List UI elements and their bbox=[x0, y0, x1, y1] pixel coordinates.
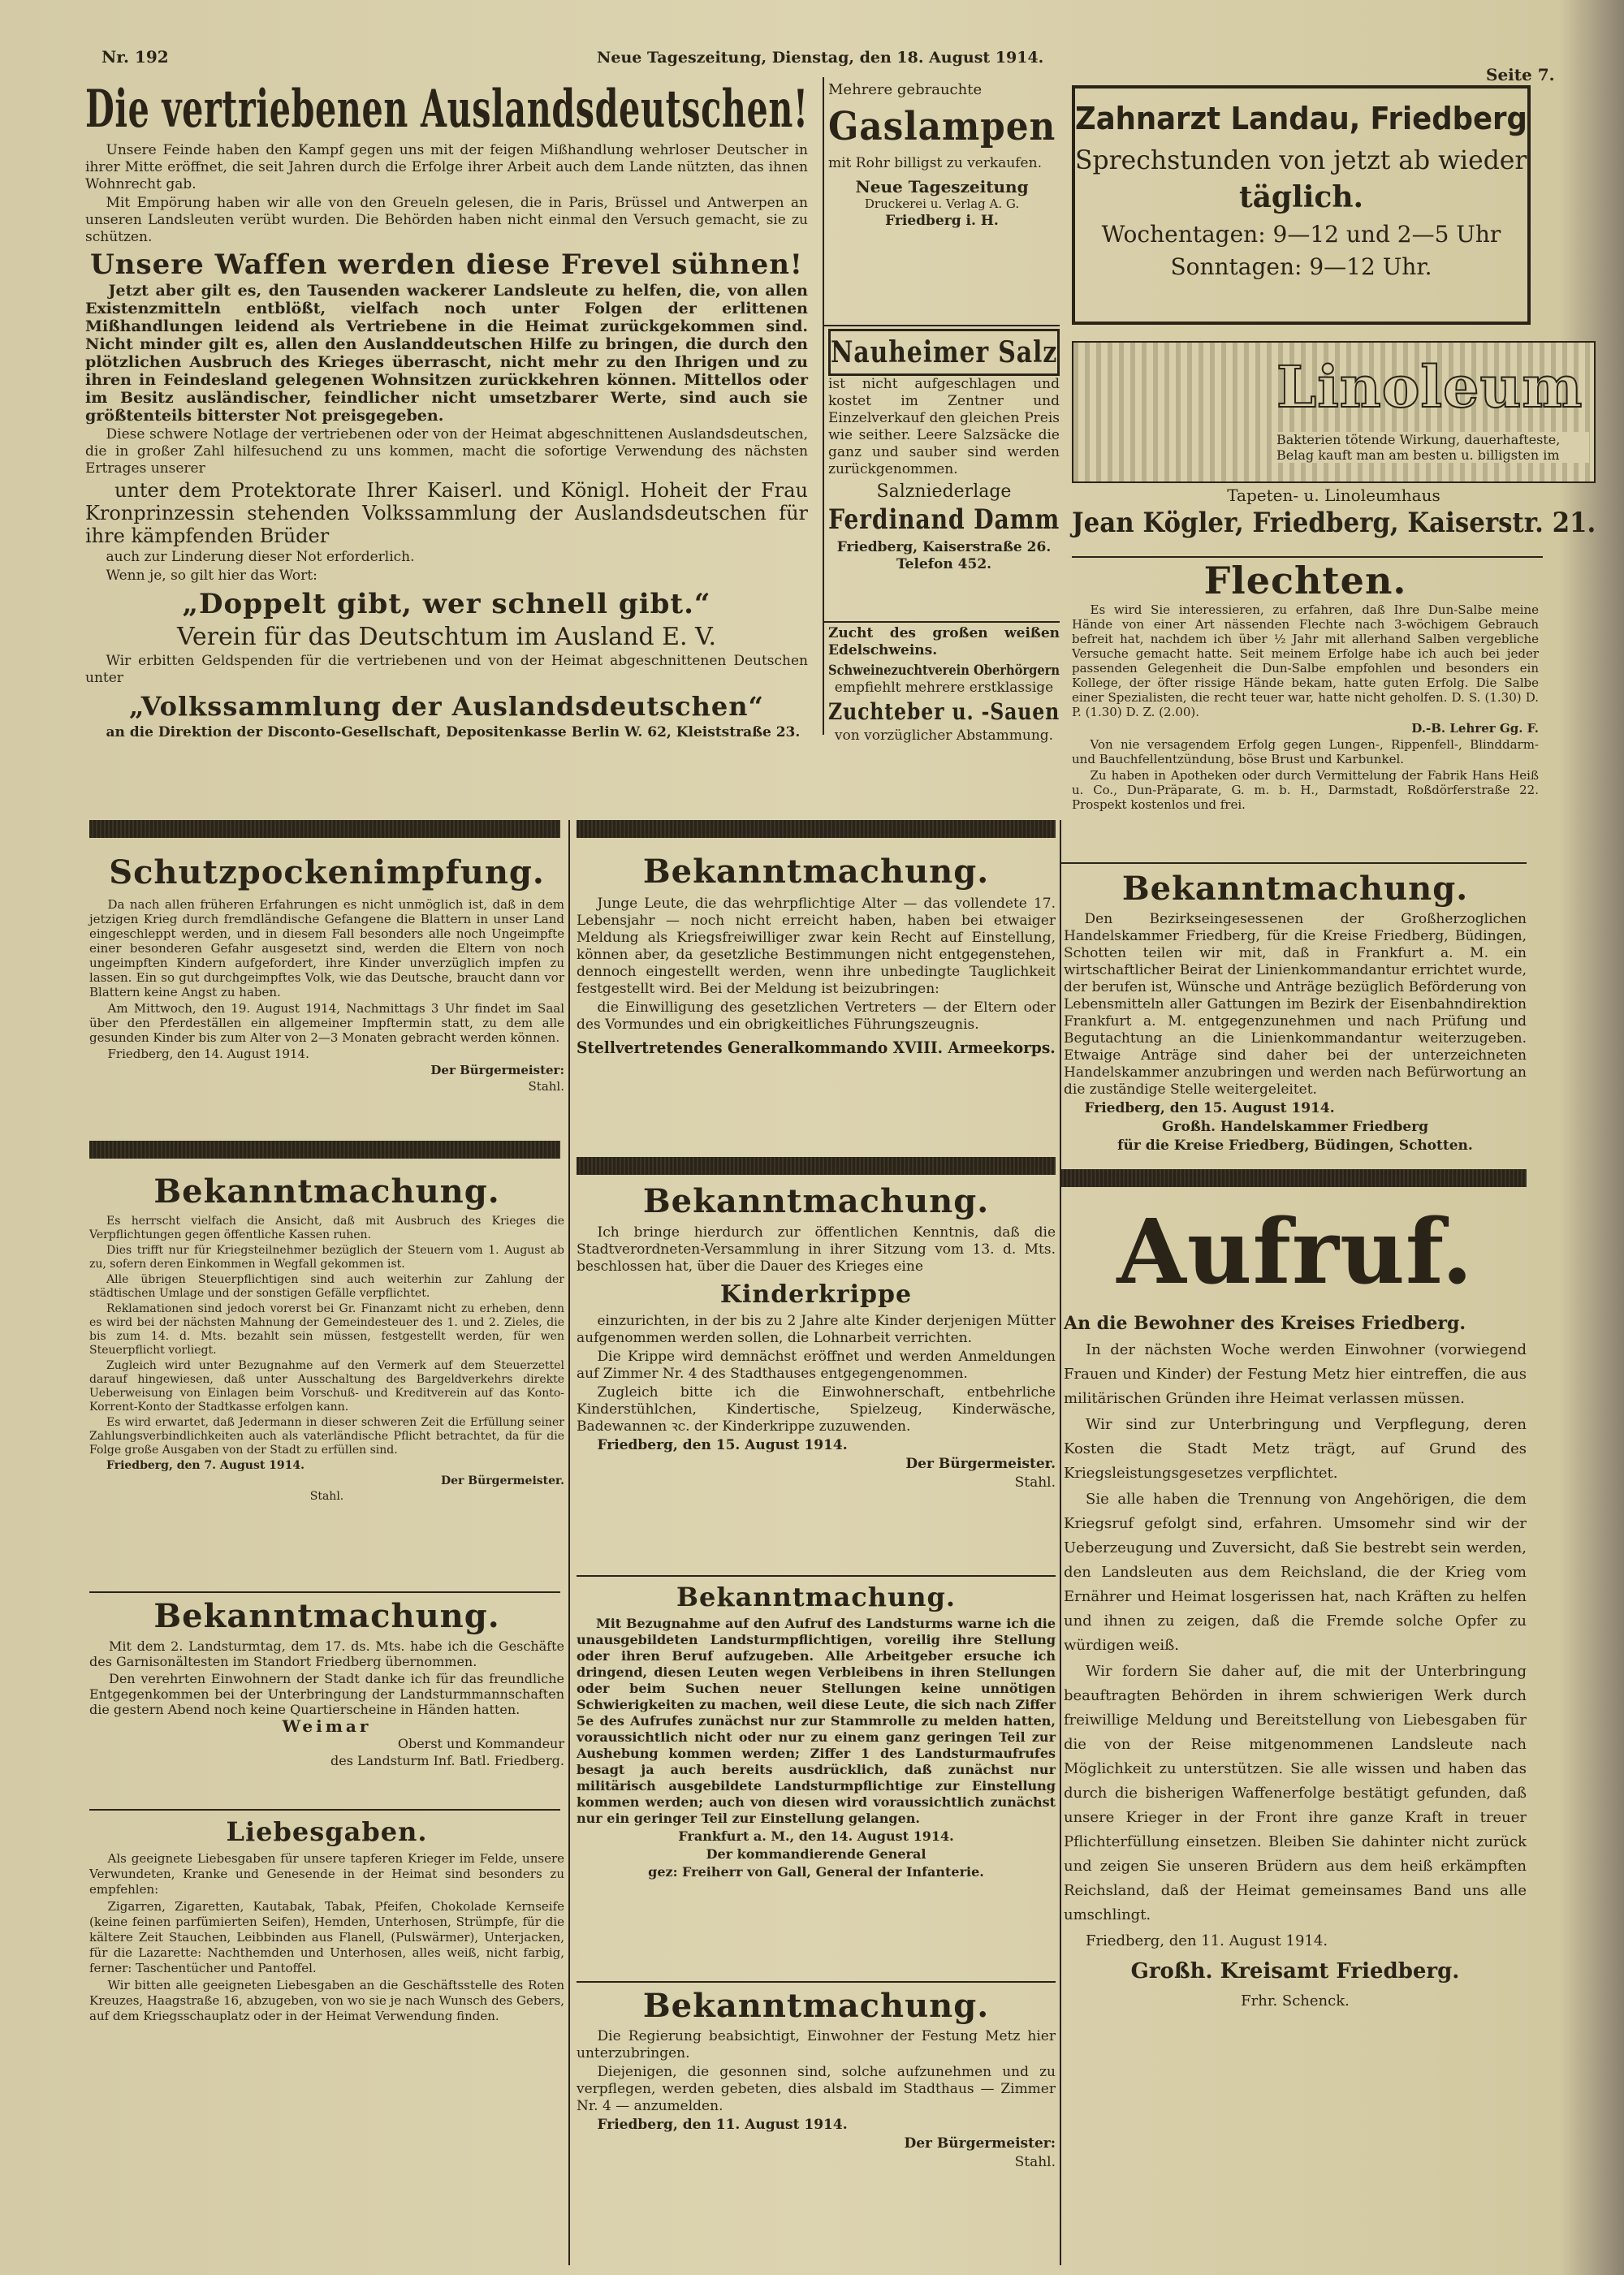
ad-title: Zuchteber u. -Sauen bbox=[828, 698, 1060, 725]
article-title: Bekanntmachung. bbox=[1121, 870, 1469, 908]
paragraph: Zigarren, Zigaretten, Kautabak, Tabak, Pfeifen, Chokolade Kernseife (keine feinen parfümierten Seifen), Hemden, Unterhosen, Strümpfe, für die kältere Zeit Stauchen, Leibbinden aus Flanell, (Pulswärmer), Unterjacken, für die Lazarette: Nachthemden und Unterhosen, alles weiß, nicht farbig, ferner: Taschentücher und Pantoffel. bbox=[89, 1899, 564, 1975]
ad-text: Neue Tageszeitung bbox=[855, 177, 1029, 196]
paragraph: Es wird erwartet, daß Jedermann in dieser schweren Zeit die Erfüllung seiner Zahlungsverbindlichkeiten auch als vaterländische Pflicht betrachtet, da für die Folge große Ausgaben von der Stadt zu erfüllen sind. bbox=[89, 1416, 564, 1457]
signature: des Landsturm Inf. Batl. Friedberg. bbox=[330, 1753, 564, 1768]
ad-title: Ferdinand Damm bbox=[828, 503, 1060, 536]
divider bbox=[577, 1981, 1056, 1983]
article-metz-einwohner bbox=[577, 1984, 1056, 2173]
signature: gez: Freiherr von Gall, General der Infanterie. bbox=[648, 1864, 984, 1880]
ad-text: Wochentagen: 9—12 und 2—5 Uhr bbox=[1101, 221, 1501, 248]
signature: Stahl. bbox=[1014, 1474, 1056, 1491]
paragraph: Wir sind zur Unterbringung und Verpflegung, deren Kosten die Stadt Metz trägt, auf Grund des Kriegsleistungsgesetzes verpflichtet. bbox=[1064, 1416, 1527, 1482]
divider bbox=[89, 1809, 560, 1811]
ad-text: Salzniederlage bbox=[876, 481, 1012, 502]
paragraph: Friedberg, den 7. August 1914. bbox=[106, 1459, 305, 1472]
paragraph: Junge Leute, die das wehrpflichtige Alter — das vollendete 17. Lebensjahr — noch nicht erreicht haben, haben bei etwaiger Meldung als Kriegsfreiwilliger zwar kein Recht auf Einstellung, können aber, da gesetzliche Bestimmungen nicht entgegenstehen, dennoch eingestellt werden, wenn ihre unbedingte Tauglichkeit festgestellt wird. Bei der Meldung ist beizubringen: bbox=[577, 896, 1056, 997]
article-kinderkrippe bbox=[577, 1179, 1056, 1493]
paragraph: Es wird Sie interessieren, zu erfahren, daß Ihre Dun-Salbe meine Hände von einer Art nässenden Flechte nach 3-wöchigem Gebrauch befreit hat, nachdem ich über ½ Jahr mit allerhand Salben vergebliche Versuche gemacht hatte. Seit meinem Erfolge habe ich auch bei jeder passenden Gelegenheit die Dun-Salbe empfohlen und besonders ein Kollege, der öfter rissige Hände bekam, hatte guten Erfolg. Die Salbe einer Spezialisten, die recht teuer war, hatte nicht geholfen. D. S. (1.30) D. P. (1.30) D. Z. (2.00). bbox=[1072, 602, 1539, 719]
ad-text: empfiehlt mehrere erstklassige bbox=[834, 680, 1054, 696]
section-rule bbox=[577, 1157, 1056, 1175]
paragraph: Dies trifft nur für Kriegsteilnehmer bezüglich der Steuern vom 1. August ab zu, sofern deren Einkommen in Wegfall gekommen ist. bbox=[89, 1244, 564, 1271]
article-title: Bekanntmachung. bbox=[153, 1172, 500, 1211]
column-divider bbox=[1060, 820, 1061, 2265]
divider bbox=[824, 621, 1060, 623]
article-title: Bekanntmachung. bbox=[153, 1597, 500, 1635]
column-divider bbox=[568, 820, 570, 2265]
masthead-line: Neue Tageszeitung, Dienstag, den 18. August 1914. bbox=[597, 49, 1044, 67]
article-landsturm-warnung bbox=[577, 1578, 1056, 1882]
ad-text: ist nicht aufgeschlagen und kostet im Zentner und Einzelverkauf den gleichen Preis wie seither. Leere Salzsäcke die ganz und sauber sind werden zurückgenommen. bbox=[828, 376, 1060, 477]
ad-title: Jean Kögler, Friedberg, Kaiserstr. 21. bbox=[1072, 507, 1596, 539]
fund-name: „Volkssammlung der Auslandsdeutschen“ bbox=[129, 691, 764, 722]
article-subtitle: Kinderkrippe bbox=[719, 1280, 913, 1309]
article-subtitle: An die Bewohner des Kreises Friedberg. bbox=[1064, 1313, 1466, 1334]
article-title: Bekanntmachung. bbox=[676, 1582, 956, 1612]
paragraph: Da nach allen früheren Erfahrungen es nicht unmöglich ist, daß in dem jetzigen Krieg durch fremdländische Gefangene die Blattern in unser Land eingeschleppt werden, und in diesem Fall besonders alle noch Ungeimpfte einer besonderen Gefahr ausgesetzt sind, werden die Eltern von noch ungeimpften Kindern aufgefordert, ihre Kinder unverzüglich impfen zu lassen. Ein so gut durchgeimpftes Volk, wie das Deutsche, braucht dann vor Blattern keine Angst zu haben. bbox=[89, 897, 564, 999]
signature: Der Bürgermeister. bbox=[440, 1474, 564, 1487]
paragraph: In der nächsten Woche werden Einwohner (vorwiegend Frauen und Kinder) der Festung Metz hier eintreffen, die aus militärischen Gründen ihre Heimat verlassen müssen. bbox=[1064, 1341, 1527, 1407]
ad-title: Nauheimer Salz bbox=[831, 335, 1058, 369]
article-kriegsfreiwillige bbox=[577, 848, 1056, 1060]
paragraph: Friedberg, den 15. August 1914. bbox=[597, 1437, 848, 1453]
ad-text: Schweinezuchtverein Oberhörgern bbox=[828, 663, 1060, 679]
motto: „Doppelt gibt, wer schnell gibt.“ bbox=[182, 588, 711, 620]
signature: Oberst und Kommandeur bbox=[397, 1736, 564, 1751]
ad-zucht bbox=[828, 625, 1060, 745]
ad-text: Telefon 452. bbox=[896, 556, 992, 572]
signature: Stahl. bbox=[1014, 2154, 1056, 2170]
ad-text: mit Rohr billigst zu verkaufen. bbox=[828, 155, 1042, 171]
column-divider bbox=[823, 77, 824, 735]
lead-subtitle: Unsere Waffen werden diese Frevel sühnen! bbox=[90, 248, 803, 281]
paragraph: unter dem Protektorate Ihrer Kaiserl. und Königl. Hoheit der Frau Kronprinzessin stehenden Volkssammlung der Auslandsdeutschen für ihre kämpfenden Brüder bbox=[85, 479, 808, 547]
article-aufruf bbox=[1064, 1195, 1527, 2015]
ad-linoleum bbox=[1072, 341, 1596, 554]
paragraph: Diejenigen, die gesonnen sind, solche aufzunehmen und zu verpflegen, werden gebeten, dies alsbald im Stadthaus — Zimmer Nr. 4 — anzumelden. bbox=[577, 2064, 1056, 2114]
article-title: Bekanntmachung. bbox=[642, 1987, 990, 2025]
paragraph: Wir bitten alle geeigneten Liebesgaben an die Geschäftsstelle des Roten Kreuzes, Haagstraße 16, abzugeben, von wo sie je nach Wunsch des Gebers, auf dem Kriegsschauplatz oder in der Heimat Verwendung finden. bbox=[89, 1978, 564, 2023]
section-rule bbox=[1060, 1169, 1527, 1187]
lead-title: Die vertriebenen Auslandsdeutschen! bbox=[85, 79, 809, 140]
linoleum-logo: Linoleum bbox=[1276, 353, 1583, 421]
paragraph: Diese schwere Notlage der vertriebenen oder von der Heimat abgeschnittenen Auslandsdeutschen, die in großer Zahl hilfesuchend zu uns kommen, macht die sofortige Verwendung des nächsten Ertrages unserer bbox=[85, 426, 808, 477]
ad-text: Tapeten- u. Linoleumhaus bbox=[1227, 486, 1440, 505]
signature: Weimar bbox=[282, 1716, 372, 1736]
paragraph: Zu haben in Apotheken oder durch Vermittelung der Fabrik Hans Heiß u. Co., Dun-Präparate, G. m. b. H., Darmstadt, Roßdörferstraße 22. Prospekt kostenlos und frei. bbox=[1072, 768, 1539, 812]
divider bbox=[1072, 556, 1543, 558]
signature: Großh. Kreisamt Friedberg. bbox=[1130, 1959, 1460, 1984]
section-rule bbox=[89, 1141, 560, 1159]
article-title: Bekanntmachung. bbox=[642, 853, 990, 891]
paragraph: Zugleich wird unter Bezugnahme auf den Vermerk auf dem Steuerzettel darauf hingewiesen, daß unter Ausschaltung des Bargeldverkehrs direkte Ueberweisung von Einlagen beim Vorschuß- und Kreditverein auf das Konto-Korrent-Konto der Stadtkasse erfolgen kann. bbox=[89, 1359, 564, 1414]
signature: Stahl. bbox=[528, 1079, 564, 1094]
article-title: Bekanntmachung. bbox=[642, 1182, 990, 1220]
paragraph: Mit dem 2. Landsturmtag, dem 17. ds. Mts. habe ich die Geschäfte des Garnisonältesten im Standort Friedberg übernommen. bbox=[89, 1638, 564, 1669]
divider bbox=[89, 1591, 560, 1593]
paragraph: die Einwilligung des gesetzlichen Vertreters — der Eltern oder des Vormundes und ein obrigkeitliches Führungszeugnis. bbox=[577, 999, 1056, 1033]
signature: Der Bürgermeister: bbox=[904, 2135, 1056, 2152]
ad-title: Zahnarzt Landau, Friedberg bbox=[1075, 101, 1527, 136]
paragraph: Wenn je, so gilt hier das Wort: bbox=[106, 568, 317, 584]
article-bekanntmachung-landsturm bbox=[89, 1595, 564, 1770]
signature: Stellvertretendes Generalkommando XVIII. Armeekorps. bbox=[577, 1038, 1056, 1057]
paragraph: Unsere Feinde haben den Kampf gegen uns mit der feigen Mißhandlung wehrloser Deutscher in ihrer Mitte eröffnet, die seit Jahren durch die Erfolge ihrer Arbeit auch dem Lande nützten, das ihnen Wohnrecht gab. bbox=[85, 142, 808, 192]
paragraph: Frankfurt a. M., den 14. August 1914. bbox=[678, 1828, 954, 1844]
section-rule bbox=[577, 820, 1056, 838]
divider bbox=[1060, 862, 1527, 864]
ad-text: Zucht des großen weißen Edelschweins. bbox=[828, 625, 1060, 658]
ad-text: Sonntagen: 9—12 Uhr. bbox=[1170, 253, 1432, 280]
paragraph: Zugleich bitte ich die Einwohnerschaft, entbehrliche Kinderstühlchen, Kindertische, Spielzeug, Kinderwäsche, Badewannen ꝛc. der Kinderkrippe zuzuwenden. bbox=[577, 1384, 1056, 1435]
organization: Verein für das Deutschtum im Ausland E. V. bbox=[176, 623, 717, 651]
lead-article bbox=[85, 77, 808, 743]
article-handelskammer bbox=[1064, 867, 1527, 1156]
linoleum-illustration bbox=[1072, 341, 1596, 483]
paragraph: Wir fordern Sie daher auf, die mit der Unterbringung beauftragten Behörden in ihrem schwierigen Werk durch freiwillige Meldung und Bereitstellung von Liebesgaben für die von der Reise mitgenommenen Landsleute nach Möglichkeit zu unterstützen. Sie alle wissen und haben das durch die bisherigen Waffenerfolge bestätigt gefunden, daß unsere Krieger in der Front ihre ganze Kraft in treuer Pflichterfüllung einsetzen. Bleiben Sie dahinter nicht zurück und zeigen Sie unseren Brüdern aus dem heiß erkämpften Reichsland, daß der Heimat gemeinsames Band uns alle umschlingt. bbox=[1064, 1663, 1527, 1923]
ad-text: täglich. bbox=[1238, 180, 1364, 214]
signature: Großh. Handelskammer Friedberg bbox=[1162, 1119, 1428, 1135]
paragraph: Den Bezirkseingesessenen der Großherzoglichen Handelskammer Friedberg, für die Kreise Friedberg, Büdingen, Schotten teilen wir mit, daß in Frankfurt a. M. ein wirtschaftlicher Beirat der Linienkommandantur errichtet wurde, der berufen ist, Wünsche und Anträge bezüglich Beförderung von Lebensmitteln aller Gattungen im Bezirk der Eisenbahndirektion Frankfurt a. M. entgegenzunehmen und nach Prüfung und Begutachtung an die Linienkommandantur weiterzugeben. Etwaige Anträge sind daher bei der unterzeichneten Handelskammer anzubringen und werden nach Befürwortung an die zuständige Stelle weitergeleitet. bbox=[1064, 911, 1527, 1098]
paragraph: Die Regierung beabsichtigt, Einwohner der Festung Metz hier unterzubringen. bbox=[577, 2028, 1056, 2061]
divider bbox=[824, 325, 1060, 326]
ad-flechten bbox=[1072, 559, 1539, 814]
signature: für die Kreise Friedberg, Büdingen, Schotten. bbox=[1117, 1138, 1473, 1154]
paragraph: Am Mittwoch, den 19. August 1914, Nachmittags 3 Uhr findet im Saal über den Pferdeställen ein allgemeiner Impftermin statt, zu dem alle gesunden Kinder bis zum Alter von 2—3 Monaten gebracht werden können. bbox=[89, 1001, 564, 1045]
paragraph: an die Direktion der Disconto-Gesellschaft, Depositenkasse Berlin W. 62, Kleiststraße 23. bbox=[106, 724, 801, 740]
paragraph: Von nie versagendem Erfolg gegen Lungen-, Rippenfell-, Blinddarm- und Bauchfellentzündung, böse Brust und Karbunkel. bbox=[1072, 737, 1539, 766]
paragraph: Mit Empörung haben wir alle von den Greueln gelesen, die in Paris, Brüssel und Antwerpen an unseren Landsleuten verübt wurden. Die Behörden haben nicht einmal den Versuch gemacht, sie zu schützen. bbox=[85, 195, 808, 245]
paragraph: Jetzt aber gilt es, den Tausenden wackerer Landsleute zu helfen, die, von allen Existenzmitteln entblößt, vielfach noch unter Folgen der erlittenen Mißhandlungen leidend als Vertriebene in die Heimat zurückgekommen sind. Nicht minder gilt es, allen den Auslanddeutschen Hilfe zu bringen, die durch den plötzlichen Ausbruch des Krieges überrascht, nicht mehr zu den Ihrigen und zu ihren in Feindesland gelegenen Wohnsitzen zurückkehren können. Mittellos oder im Besitz ausländischer, feindlicher nicht umsetzbarer Werte, sind auch sie größtenteils bitterster Not preisgegeben. bbox=[85, 282, 808, 425]
signature: Der Bürgermeister: bbox=[430, 1063, 564, 1077]
section-rule bbox=[89, 820, 560, 838]
paragraph: einzurichten, in der bis zu 2 Jahre alte Kinder derjenigen Mütter aufgenommen werden sollen, die Lohnarbeit verrichten. bbox=[577, 1313, 1056, 1346]
paragraph: Als geeignete Liebesgaben für unsere tapferen Krieger im Felde, unsere Verwundeten, Kranke und Genesende in der Heimat sind besonders zu empfehlen: bbox=[89, 1851, 564, 1897]
article-bekanntmachung-steuern bbox=[89, 1169, 564, 1505]
paragraph: Friedberg, den 11. August 1914. bbox=[597, 2117, 848, 2133]
ad-text: Mehrere gebrauchte bbox=[828, 81, 983, 98]
paragraph: Ich bringe hierdurch zur öffentlichen Kenntnis, daß die Stadtverordneten-Versammlung in ihrer Sitzung vom 13. d. Mts. beschlossen hat, über die Dauer des Krieges eine bbox=[577, 1224, 1056, 1275]
paragraph: Reklamationen sind jedoch vorerst bei Gr. Finanzamt nicht zu erheben, denn es wird bei der nächsten Mahnung der Gemeindesteuer des 1. und 2. Zieles, die bis zum 14. d. Mts. bezahlt sein müssen, festgestellt werden, für wen Steuerpflicht vorliegt. bbox=[89, 1302, 564, 1357]
ad-title: Flechten. bbox=[1203, 559, 1407, 602]
paragraph: Alle übrigen Steuerpflichtigen sind auch weiterhin zur Zahlung der städtischen Umlage und der sonstigen Gefälle verpflichtet. bbox=[89, 1273, 564, 1300]
ad-text: Druckerei u. Verlag A. G. bbox=[864, 196, 1020, 211]
paragraph: Wir erbitten Geldspenden für die vertriebenen und von der Heimat abgeschnittenen Deutschen unter bbox=[85, 653, 808, 686]
issue-number: Nr. 192 bbox=[102, 47, 169, 67]
ad-zahnarzt bbox=[1072, 85, 1531, 325]
paragraph: Es herrscht vielfach die Ansicht, daß mit Ausbruch des Krieges die Verpflichtungen gegen öffentliche Kassen ruhen. bbox=[89, 1215, 564, 1241]
signature: Der Bürgermeister. bbox=[905, 1456, 1056, 1472]
ad-title-box bbox=[828, 329, 1060, 376]
divider bbox=[577, 1575, 1056, 1577]
article-liebesgaben bbox=[89, 1812, 564, 2026]
paragraph: Die Krippe wird demnächst eröffnet und werden Anmeldungen auf Zimmer Nr. 4 des Stadthauses entgegengenommen. bbox=[577, 1349, 1056, 1382]
ad-text: von vorzüglicher Abstammung. bbox=[834, 727, 1054, 744]
paragraph: Mit Bezugnahme auf den Aufruf des Landsturms warne ich die unausgebildeten Landsturmpflichtigen, voreilig ihre Stellung oder ihren Beruf aufzugeben. Alle Arbeitgeber ersuche ich dringend, diesen Leuten wegen Verbleibens in ihren Stellungen oder beim Suchen neuer Stellungen keine unnötigen Schwierigkeiten zu machen, weil diese Leute, die sich nach Ziffer 5e des Aufrufes zunächst nur zur Stammrolle zu melden hatten, voraussichtlich nicht oder nur zu einem ganz geringen Teil zur Aushebung kommen werden; Ziffer 1 des Landsturmaufrufes besagt ja auch bereits ausdrücklich, daß zunächst nur militärisch ausgebildete Landsturmpflichtige zur Einstellung kommen werden; auch von diesen wird voraussichtlich zunächst nur ein geringer Teil zur Einstellung gelangen. bbox=[577, 1616, 1056, 1826]
signature: Stahl. bbox=[309, 1490, 344, 1503]
article-schutzpockenimpfung bbox=[89, 848, 564, 1095]
signature: Frhr. Schenck. bbox=[1241, 1992, 1350, 2010]
paragraph: auch zur Linderung dieser Not erforderlich. bbox=[106, 549, 415, 565]
ad-text: Friedberg i. H. bbox=[885, 213, 999, 229]
ad-gaslampen bbox=[828, 81, 1056, 230]
paragraph: Sie alle haben die Trennung von Angehörigen, die dem Kriegsruf gefolgt sind, erfahren. Umsomehr sind wir der Ueberzeugung und Zuversicht, daß Sie bestrebt sein werden, den Landsleuten aus dem Reichsland, die der Krieg vom Ernährer und Heimat losgerissen hat, nach Kräften zu helfen und ihnen zu zeigen, daß die Fremde solche Opfer zu würdigen weiß. bbox=[1064, 1491, 1527, 1654]
paragraph: Friedberg, den 15. August 1914. bbox=[1084, 1100, 1335, 1116]
paragraph: Friedberg, den 11. August 1914. bbox=[1086, 1932, 1328, 1949]
ad-title: Gaslampen bbox=[828, 104, 1056, 149]
ad-text: Friedberg, Kaiserstraße 26. bbox=[836, 539, 1052, 555]
signature: D.-B. Lehrer Gg. F. bbox=[1411, 721, 1539, 736]
ad-salz bbox=[828, 329, 1060, 573]
paragraph: Friedberg, den 14. August 1914. bbox=[107, 1047, 309, 1061]
signature: Der kommandierende General bbox=[706, 1846, 926, 1862]
article-title: Liebesgaben. bbox=[226, 1816, 428, 1847]
paragraph: Den verehrten Einwohnern der Stadt danke ich für das freundliche Entgegenkommen bei der Unterbringung der Landsturmmannschaften die gestern Abend noch keine Quartierscheine in Händen hatten. bbox=[89, 1671, 564, 1717]
ad-text: Sprechstunden von jetzt ab wieder bbox=[1075, 145, 1527, 175]
ad-text: Bakterien tötende Wirkung, dauerhafteste, Belag kauft man am besten u. billigsten im bbox=[1276, 432, 1589, 463]
article-title: Aufruf. bbox=[1116, 1199, 1474, 1304]
article-title: Schutzpockenimpfung. bbox=[109, 853, 545, 891]
page-number: Seite 7. bbox=[1486, 65, 1555, 84]
